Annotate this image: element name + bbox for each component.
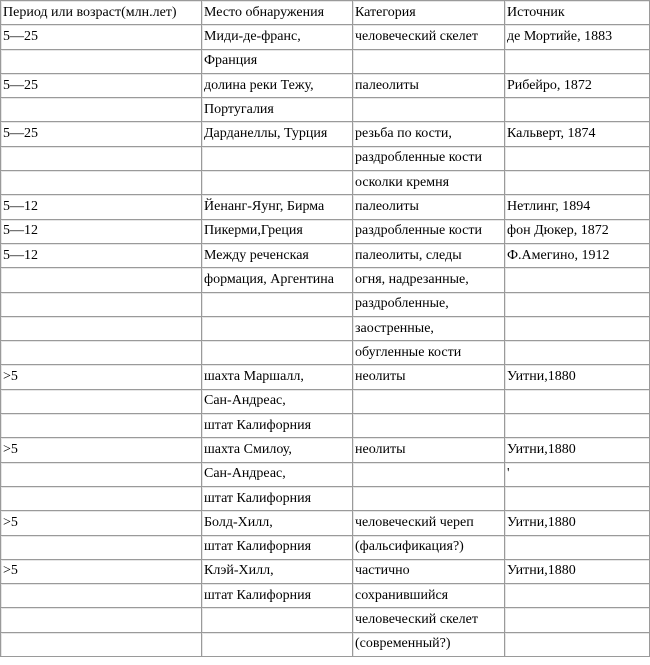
header-category: Категория — [353, 1, 505, 25]
table-body — [1, 1, 650, 657]
table-row — [1, 171, 650, 195]
cell-location: штат Калифорния — [202, 536, 353, 560]
cell-location: Сан-Андреас, — [202, 390, 353, 414]
cell-category: неолиты — [353, 438, 505, 462]
cell-source — [505, 50, 650, 74]
cell-period — [1, 487, 202, 511]
cell-category: раздробленные кости — [353, 220, 505, 244]
cell-source: Рибейро, 1872 — [505, 74, 650, 98]
cell-category: человеческий скелет — [353, 608, 505, 632]
cell-location: Сан-Андреас, — [202, 463, 353, 487]
table-row — [1, 74, 650, 98]
cell-category — [353, 390, 505, 414]
cell-category — [353, 463, 505, 487]
table-row — [1, 633, 650, 657]
header-source: Источник — [505, 1, 650, 25]
cell-location: долина реки Тежу, — [202, 74, 353, 98]
table-row — [1, 463, 650, 487]
cell-source — [505, 341, 650, 365]
cell-period — [1, 536, 202, 560]
cell-source — [505, 98, 650, 122]
cell-period — [1, 98, 202, 122]
cell-period — [1, 293, 202, 317]
cell-location — [202, 341, 353, 365]
cell-source: Уитни,1880 — [505, 511, 650, 535]
cell-period: 5—12 — [1, 220, 202, 244]
table-row — [1, 244, 650, 268]
cell-source — [505, 268, 650, 292]
cell-category: (фальсификация?) — [353, 536, 505, 560]
cell-source — [505, 414, 650, 438]
cell-source: Уитни,1880 — [505, 560, 650, 584]
cell-source — [505, 608, 650, 632]
cell-period — [1, 50, 202, 74]
cell-location: Дарданеллы, Турция — [202, 122, 353, 146]
cell-category: неолиты — [353, 365, 505, 389]
cell-location — [202, 147, 353, 171]
cell-source: ' — [505, 463, 650, 487]
table-header-row — [1, 1, 650, 25]
cell-period — [1, 171, 202, 195]
table-row — [1, 511, 650, 535]
cell-location: штат Калифорния — [202, 414, 353, 438]
table-row — [1, 293, 650, 317]
cell-source: Уитни,1880 — [505, 438, 650, 462]
cell-location: Йенанг-Яунг, Бирма — [202, 195, 353, 219]
cell-source — [505, 633, 650, 657]
cell-location: Пикерми,Греция — [202, 220, 353, 244]
cell-period: >5 — [1, 560, 202, 584]
cell-source: Кальверт, 1874 — [505, 122, 650, 146]
table-row — [1, 122, 650, 146]
cell-period: 5—25 — [1, 25, 202, 49]
cell-source: Уитни,1880 — [505, 365, 650, 389]
cell-category: осколки кремня — [353, 171, 505, 195]
cell-category: обугленные кости — [353, 341, 505, 365]
cell-source: фон Дюкер, 1872 — [505, 220, 650, 244]
cell-location — [202, 317, 353, 341]
cell-location — [202, 171, 353, 195]
cell-location: шахта Маршалл, — [202, 365, 353, 389]
cell-source — [505, 584, 650, 608]
table-row — [1, 438, 650, 462]
table-row — [1, 390, 650, 414]
cell-category: человеческий скелет — [353, 25, 505, 49]
cell-category: частично — [353, 560, 505, 584]
cell-period — [1, 414, 202, 438]
cell-period: 5—25 — [1, 122, 202, 146]
cell-period — [1, 390, 202, 414]
cell-location: Португалия — [202, 98, 353, 122]
cell-source: Нетлинг, 1894 — [505, 195, 650, 219]
table-row — [1, 195, 650, 219]
cell-period — [1, 147, 202, 171]
cell-category: палеолиты — [353, 195, 505, 219]
cell-location: Болд-Хилл, — [202, 511, 353, 535]
table-row — [1, 220, 650, 244]
cell-location: Миди-де-франс, — [202, 25, 353, 49]
cell-source: де Мортийе, 1883 — [505, 25, 650, 49]
cell-period: >5 — [1, 438, 202, 462]
table-row — [1, 268, 650, 292]
cell-location: штат Калифорния — [202, 487, 353, 511]
cell-category: раздробленные кости — [353, 147, 505, 171]
cell-category: резьба по кости, — [353, 122, 505, 146]
cell-location: Франция — [202, 50, 353, 74]
cell-period: >5 — [1, 365, 202, 389]
cell-source — [505, 147, 650, 171]
cell-period: 5—12 — [1, 195, 202, 219]
table-row — [1, 341, 650, 365]
table-row — [1, 25, 650, 49]
cell-period — [1, 317, 202, 341]
cell-location: шахта Смилоу, — [202, 438, 353, 462]
cell-source: Ф.Амегино, 1912 — [505, 244, 650, 268]
cell-period — [1, 633, 202, 657]
cell-source — [505, 171, 650, 195]
table-row — [1, 487, 650, 511]
table-row — [1, 365, 650, 389]
cell-period — [1, 608, 202, 632]
cell-category — [353, 487, 505, 511]
table-row — [1, 317, 650, 341]
cell-location: формация, Аргентина — [202, 268, 353, 292]
cell-period — [1, 341, 202, 365]
table-row — [1, 584, 650, 608]
cell-category: огня, надрезанные, — [353, 268, 505, 292]
cell-source — [505, 317, 650, 341]
cell-location — [202, 633, 353, 657]
cell-category: заостренные, — [353, 317, 505, 341]
cell-category: (современный?) — [353, 633, 505, 657]
header-location: Место обнаружения — [202, 1, 353, 25]
table-row — [1, 536, 650, 560]
cell-source — [505, 390, 650, 414]
cell-period — [1, 584, 202, 608]
cell-location: Клэй-Хилл, — [202, 560, 353, 584]
cell-category: палеолиты — [353, 74, 505, 98]
header-period: Период или возраст(млн.лет) — [1, 1, 202, 25]
table-row — [1, 147, 650, 171]
table-row — [1, 50, 650, 74]
cell-period — [1, 268, 202, 292]
cell-location: Между реченская — [202, 244, 353, 268]
table-row — [1, 608, 650, 632]
cell-category — [353, 414, 505, 438]
table-row — [1, 414, 650, 438]
table-row — [1, 560, 650, 584]
cell-category — [353, 98, 505, 122]
cell-location: штат Калифорния — [202, 584, 353, 608]
cell-location — [202, 608, 353, 632]
cell-location — [202, 293, 353, 317]
cell-category: сохранившийся — [353, 584, 505, 608]
cell-period: 5—25 — [1, 74, 202, 98]
cell-source — [505, 536, 650, 560]
cell-period: >5 — [1, 511, 202, 535]
cell-source — [505, 487, 650, 511]
cell-category — [353, 50, 505, 74]
table-row — [1, 98, 650, 122]
cell-category: раздробленные, — [353, 293, 505, 317]
cell-category: палеолиты, следы — [353, 244, 505, 268]
cell-source — [505, 293, 650, 317]
cell-period: 5—12 — [1, 244, 202, 268]
cell-category: человеческий череп — [353, 511, 505, 535]
cell-period — [1, 463, 202, 487]
